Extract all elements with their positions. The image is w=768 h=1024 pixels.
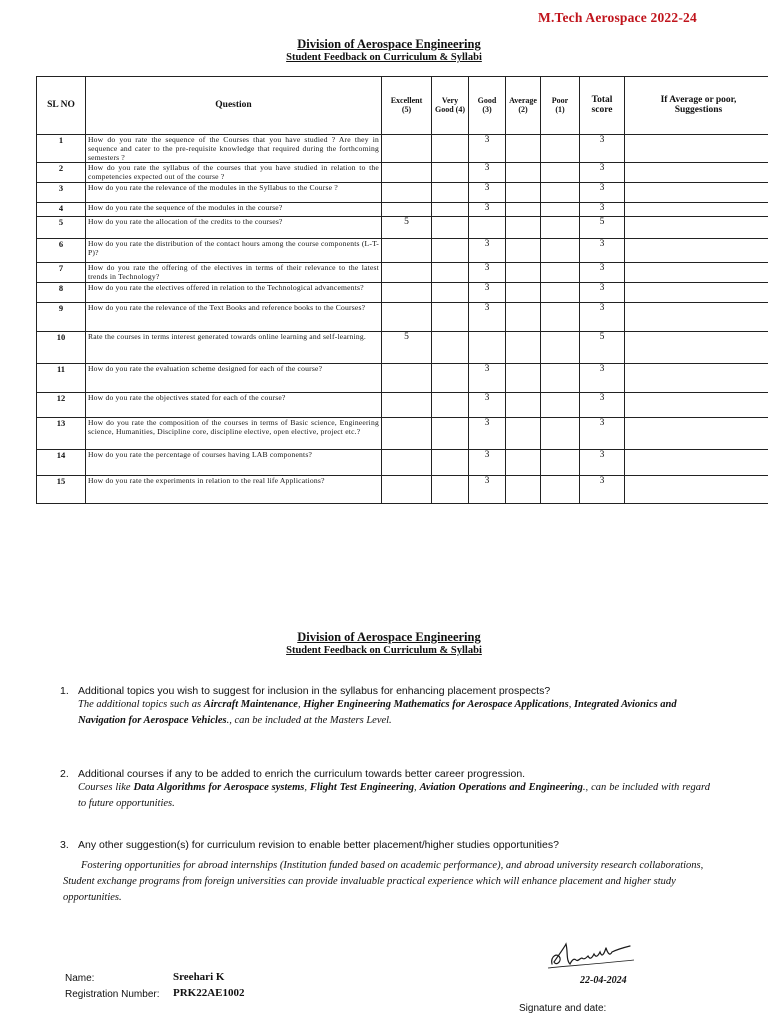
registration-label: Registration Number: (65, 989, 160, 1000)
sl-no-cell: 6 (37, 239, 86, 263)
question-cell: How do you rate the percentage of courses having LAB components? (86, 450, 382, 476)
signature-label: Signature and date: (519, 1003, 607, 1014)
total-cell: 3 (580, 450, 625, 476)
question-cell: How do you rate the distribution of the contact hours among the course components (L-T-P)? (86, 239, 382, 263)
sl-no-cell: 4 (37, 203, 86, 217)
excellent-cell (382, 183, 432, 203)
average-cell (506, 450, 541, 476)
good-cell: 3 (469, 183, 506, 203)
poor-cell (541, 393, 580, 418)
suggestion-answer: Courses like Data Algorithms for Aerospace systems, Flight Test Engineering, Aviation Operations and Engineering., can be included with regard to future opportunities. (78, 782, 711, 809)
form-subtitle: Student Feedback on Curriculum & Syllabi (286, 52, 482, 63)
sl-no-cell: 8 (37, 283, 86, 303)
name-value: Sreehari K (173, 971, 225, 983)
suggestion-cell (625, 450, 768, 476)
total-cell: 3 (580, 364, 625, 393)
excellent-cell: 5 (382, 217, 432, 239)
average-cell (506, 183, 541, 203)
good-cell: 3 (469, 163, 506, 183)
total-cell: 3 (580, 239, 625, 263)
total-cell: 3 (580, 263, 625, 283)
poor-cell (541, 183, 580, 203)
good-cell: 3 (469, 203, 506, 217)
very-good-cell (432, 183, 469, 203)
good-cell: 3 (469, 418, 506, 450)
good-cell: 3 (469, 393, 506, 418)
table-row (37, 263, 768, 283)
table-header-row (37, 77, 768, 135)
suggestion-cell (625, 283, 768, 303)
question-cell: How do you rate the offering of the electives in terms of their relevance to the latest trends in Technology? (86, 263, 382, 283)
poor-cell (541, 203, 580, 217)
suggestion-question: Additional topics you wish to suggest for inclusion in the syllabus for enhancing placement prospects? (78, 685, 551, 697)
very-good-cell (432, 283, 469, 303)
average-cell (506, 163, 541, 183)
very-good-cell (432, 476, 469, 504)
total-cell: 3 (580, 163, 625, 183)
question-cell: How do you rate the evaluation scheme designed for each of the course? (86, 364, 382, 393)
division-title-2: Division of Aerospace Engineering (297, 630, 481, 644)
item-number: 2. (60, 768, 69, 780)
very-good-cell (432, 303, 469, 332)
very-good-cell (432, 332, 469, 364)
excellent-cell (382, 163, 432, 183)
very-good-cell (432, 450, 469, 476)
very-good-cell (432, 135, 469, 163)
suggestion-cell (625, 135, 768, 163)
very-good-cell (432, 393, 469, 418)
excellent-cell (382, 393, 432, 418)
poor-cell (541, 217, 580, 239)
table-row (37, 364, 768, 393)
table-row (37, 239, 768, 263)
poor-cell (541, 476, 580, 504)
very-good-cell (432, 263, 469, 283)
very-good-cell (432, 203, 469, 217)
sl-no-cell: 15 (37, 476, 86, 504)
excellent-cell (382, 450, 432, 476)
question-cell: How do you rate the syllabus of the courses that you have studied in relation to the competencies expected out of the course ? (86, 163, 382, 183)
excellent-cell: 5 (382, 332, 432, 364)
col-average: Average (2) (506, 77, 541, 135)
very-good-cell (432, 239, 469, 263)
very-good-cell (432, 364, 469, 393)
total-cell: 3 (580, 135, 625, 163)
table-row (37, 135, 768, 163)
suggestion-cell (625, 217, 768, 239)
average-cell (506, 393, 541, 418)
poor-cell (541, 135, 580, 163)
poor-cell (541, 364, 580, 393)
poor-cell (541, 239, 580, 263)
excellent-cell (382, 283, 432, 303)
col-very-good: Very Good (4) (432, 77, 469, 135)
name-label: Name: (65, 973, 95, 984)
col-total-score: Total score (580, 77, 625, 135)
average-cell (506, 217, 541, 239)
question-cell: Rate the courses in terms interest generated towards online learning and self-learning. (86, 332, 382, 364)
suggestion-cell (625, 239, 768, 263)
suggestion-cell (625, 476, 768, 504)
poor-cell (541, 303, 580, 332)
excellent-cell (382, 263, 432, 283)
suggestion-answer-3: Fostering opportunities for abroad internships (Institution funded based on academic performance), and abroad university research collaborations, Student exchange programs from foreign universities can provide invaluable practical experience which will enhance placement and higher study opportunities. (63, 860, 704, 903)
question-cell: How do you rate the composition of the courses in terms of Basic science, Engineering science, Humanities, Discipline core, discipline elective, open elective, project etc.? (86, 418, 382, 450)
col-excellent: Excellent (5) (382, 77, 432, 135)
good-cell: 3 (469, 239, 506, 263)
total-cell: 5 (580, 217, 625, 239)
sl-no-cell: 14 (37, 450, 86, 476)
total-cell: 3 (580, 183, 625, 203)
suggestion-item-2 (60, 768, 710, 812)
good-cell: 3 (469, 303, 506, 332)
poor-cell (541, 450, 580, 476)
suggestion-cell (625, 303, 768, 332)
excellent-cell (382, 239, 432, 263)
sl-no-cell: 12 (37, 393, 86, 418)
average-cell (506, 364, 541, 393)
feedback-table (36, 76, 768, 504)
average-cell (506, 283, 541, 303)
question-cell: How do you rate the relevance of the Text Books and reference books to the Courses? (86, 303, 382, 332)
sl-no-cell: 5 (37, 217, 86, 239)
average-cell (506, 476, 541, 504)
table-row (37, 203, 768, 217)
suggestion-cell (625, 163, 768, 183)
poor-cell (541, 283, 580, 303)
suggestion-cell (625, 393, 768, 418)
average-cell (506, 418, 541, 450)
average-cell (506, 203, 541, 217)
question-cell: How do you rate the objectives stated for each of the course? (86, 393, 382, 418)
good-cell: 3 (469, 450, 506, 476)
table-row (37, 303, 768, 332)
question-cell: How do you rate the experiments in relation to the real life Applications? (86, 476, 382, 504)
suggestion-cell (625, 263, 768, 283)
signature-image (546, 938, 638, 974)
excellent-cell (382, 303, 432, 332)
excellent-cell (382, 364, 432, 393)
poor-cell (541, 332, 580, 364)
good-cell (469, 217, 506, 239)
col-good: Good (3) (469, 77, 506, 135)
excellent-cell (382, 135, 432, 163)
table-row (37, 476, 768, 504)
suggestion-cell (625, 332, 768, 364)
sl-no-cell: 7 (37, 263, 86, 283)
program-label: M.Tech Aerospace 2022-24 (538, 10, 697, 25)
suggestion-item-3 (60, 839, 710, 851)
sl-no-cell: 9 (37, 303, 86, 332)
average-cell (506, 332, 541, 364)
poor-cell (541, 418, 580, 450)
table-row (37, 450, 768, 476)
good-cell: 3 (469, 364, 506, 393)
good-cell: 3 (469, 263, 506, 283)
question-cell: How do you rate the allocation of the credits to the courses? (86, 217, 382, 239)
very-good-cell (432, 418, 469, 450)
total-cell: 3 (580, 393, 625, 418)
col-sl-no: SL NO (37, 77, 86, 135)
suggestion-cell (625, 418, 768, 450)
table-row (37, 217, 768, 239)
sl-no-cell: 10 (37, 332, 86, 364)
total-cell: 3 (580, 418, 625, 450)
suggestion-question: Additional courses if any to be added to enrich the curriculum towards better career progression. (78, 768, 526, 780)
average-cell (506, 303, 541, 332)
col-poor: Poor (1) (541, 77, 580, 135)
very-good-cell (432, 217, 469, 239)
average-cell (506, 239, 541, 263)
suggestion-question: Any other suggestion(s) for curriculum revision to enable better placement/higher studies opportunities? (78, 839, 559, 851)
sl-no-cell: 2 (37, 163, 86, 183)
sl-no-cell: 11 (37, 364, 86, 393)
total-cell: 3 (580, 203, 625, 217)
total-cell: 3 (580, 303, 625, 332)
excellent-cell (382, 418, 432, 450)
question-cell: How do you rate the electives offered in relation to the Technological advancements? (86, 283, 382, 303)
excellent-cell (382, 476, 432, 504)
question-cell: How do you rate the sequence of the modules in the course? (86, 203, 382, 217)
division-title: Division of Aerospace Engineering (297, 37, 481, 51)
table-row (37, 283, 768, 303)
suggestion-cell (625, 183, 768, 203)
table-row (37, 183, 768, 203)
suggestion-cell (625, 203, 768, 217)
poor-cell (541, 263, 580, 283)
item-number: 3. (60, 839, 69, 851)
poor-cell (541, 163, 580, 183)
table-row (37, 332, 768, 364)
sl-no-cell: 3 (37, 183, 86, 203)
sl-no-cell: 13 (37, 418, 86, 450)
sl-no-cell: 1 (37, 135, 86, 163)
average-cell (506, 135, 541, 163)
col-suggestions: If Average or poor, Suggestions (625, 77, 768, 135)
good-cell: 3 (469, 283, 506, 303)
question-cell: How do you rate the sequence of the Courses that you have studied ? Are they in sequence and cater to the pre-requisite knowledge that required during the forthcoming semesters ? (86, 135, 382, 163)
suggestion-item-1 (60, 685, 710, 729)
total-cell: 3 (580, 283, 625, 303)
form-subtitle-2: Student Feedback on Curriculum & Syllabi (286, 645, 482, 656)
good-cell: 3 (469, 476, 506, 504)
average-cell (506, 263, 541, 283)
good-cell: 3 (469, 135, 506, 163)
col-question: Question (86, 77, 382, 135)
item-number: 1. (60, 685, 69, 697)
table-row (37, 163, 768, 183)
total-cell: 3 (580, 476, 625, 504)
registration-value: PRK22AE1002 (173, 987, 245, 999)
signature-date: 22-04-2024 (580, 975, 627, 986)
question-cell: How do you rate the relevance of the modules in the Syllabus to the Course ? (86, 183, 382, 203)
table-row (37, 393, 768, 418)
suggestion-answer: The additional topics such as Aircraft Maintenance, Higher Engineering Mathematics for Aerospace Applications, Integrated Avionics and Navigation for Aerospace Vehicles., can be included at the Masters Level. (78, 699, 677, 726)
good-cell (469, 332, 506, 364)
excellent-cell (382, 203, 432, 217)
table-row (37, 418, 768, 450)
suggestion-cell (625, 364, 768, 393)
very-good-cell (432, 163, 469, 183)
total-cell: 5 (580, 332, 625, 364)
